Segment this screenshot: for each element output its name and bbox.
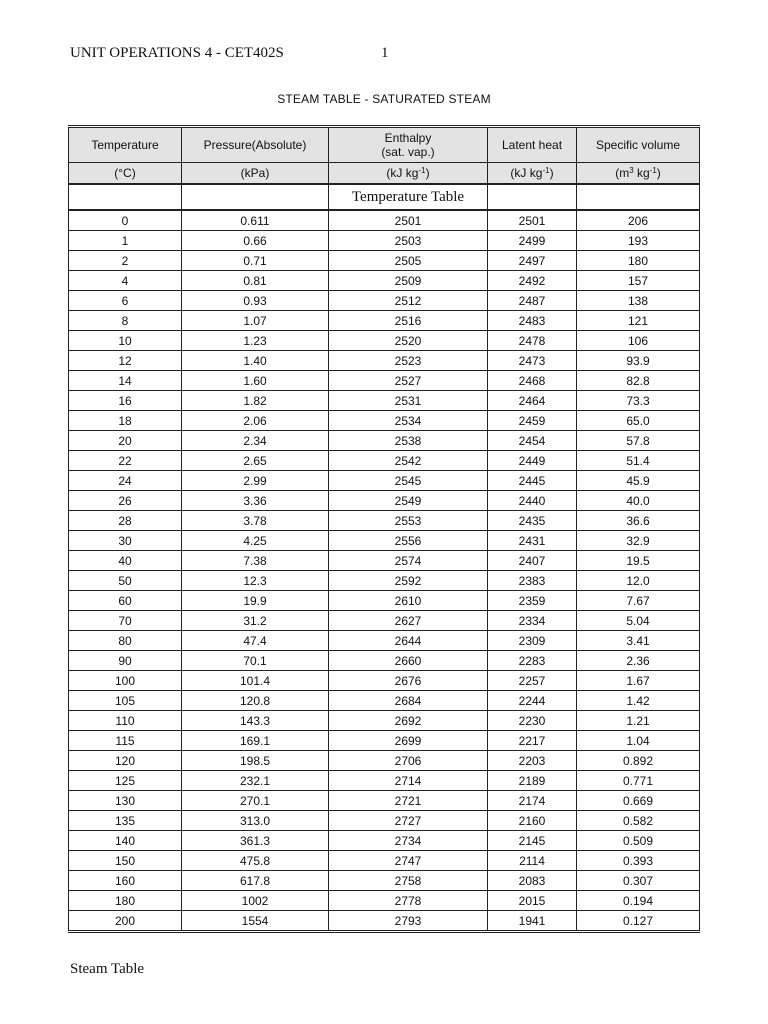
cell-pressure: 198.5 (182, 751, 329, 771)
table-row (69, 811, 700, 831)
cell-specific-volume: 138 (577, 291, 700, 311)
cell-latent-heat: 2440 (488, 491, 577, 511)
cell-specific-volume: 32.9 (577, 531, 700, 551)
cell-specific-volume: 19.5 (577, 551, 700, 571)
table-row (69, 731, 700, 751)
cell-enthalpy: 2512 (329, 291, 488, 311)
cell-temperature: 40 (69, 551, 182, 571)
table-row (69, 591, 700, 611)
cell-enthalpy: 2793 (329, 911, 488, 932)
cell-enthalpy: 2503 (329, 231, 488, 251)
cell-specific-volume: 45.9 (577, 471, 700, 491)
steam-table (68, 125, 700, 933)
cell-temperature: 60 (69, 591, 182, 611)
cell-specific-volume: 180 (577, 251, 700, 271)
cell-temperature: 1 (69, 231, 182, 251)
cell-enthalpy: 2553 (329, 511, 488, 531)
cell-enthalpy: 2706 (329, 751, 488, 771)
cell-temperature: 24 (69, 471, 182, 491)
table-row (69, 551, 700, 571)
cell-temperature: 22 (69, 451, 182, 471)
cell-enthalpy: 2714 (329, 771, 488, 791)
cell-specific-volume: 0.892 (577, 751, 700, 771)
cell-specific-volume: 106 (577, 331, 700, 351)
column-header-latent-heat: Latent heat (488, 127, 577, 163)
cell-temperature: 180 (69, 891, 182, 911)
cell-latent-heat: 2497 (488, 251, 577, 271)
cell-temperature: 2 (69, 251, 182, 271)
cell-latent-heat: 2309 (488, 631, 577, 651)
cell-specific-volume: 5.04 (577, 611, 700, 631)
cell-pressure: 143.3 (182, 711, 329, 731)
units-row (69, 163, 700, 185)
table-row (69, 391, 700, 411)
cell-temperature: 8 (69, 311, 182, 331)
cell-specific-volume: 36.6 (577, 511, 700, 531)
cell-specific-volume: 40.0 (577, 491, 700, 511)
table-row (69, 691, 700, 711)
cell-enthalpy: 2727 (329, 811, 488, 831)
cell-latent-heat: 2359 (488, 591, 577, 611)
cell-enthalpy: 2534 (329, 411, 488, 431)
cell-temperature: 26 (69, 491, 182, 511)
unit-specific-volume: ($m^3$ $kg^{-1}$) (577, 163, 700, 185)
cell-enthalpy: 2692 (329, 711, 488, 731)
cell-pressure: 232.1 (182, 771, 329, 791)
cell-temperature: 50 (69, 571, 182, 591)
cell-pressure: 2.65 (182, 451, 329, 471)
cell-temperature: 100 (69, 671, 182, 691)
cell-latent-heat: 2487 (488, 291, 577, 311)
table-row (69, 831, 700, 851)
cell-latent-heat: 2478 (488, 331, 577, 351)
cell-pressure: 1.82 (182, 391, 329, 411)
cell-latent-heat: 2468 (488, 371, 577, 391)
table-row (69, 711, 700, 731)
cell-temperature: 30 (69, 531, 182, 551)
cell-pressure: 7.38 (182, 551, 329, 571)
cell-latent-heat: 2459 (488, 411, 577, 431)
cell-enthalpy: 2531 (329, 391, 488, 411)
table-row (69, 671, 700, 691)
cell-specific-volume: 206 (577, 210, 700, 231)
table-row (69, 531, 700, 551)
cell-temperature: 16 (69, 391, 182, 411)
cell-enthalpy: 2538 (329, 431, 488, 451)
cell-enthalpy: 2721 (329, 791, 488, 811)
cell-specific-volume: 0.393 (577, 851, 700, 871)
cell-pressure: 101.4 (182, 671, 329, 691)
cell-specific-volume: 65.0 (577, 411, 700, 431)
cell-enthalpy: 2520 (329, 331, 488, 351)
cell-pressure: 19.9 (182, 591, 329, 611)
cell-specific-volume: 73.3 (577, 391, 700, 411)
cell-pressure: 1.40 (182, 351, 329, 371)
cell-latent-heat: 2435 (488, 511, 577, 531)
cell-latent-heat: 2501 (488, 210, 577, 231)
cell-temperature: 200 (69, 911, 182, 932)
cell-temperature: 0 (69, 210, 182, 231)
cell-pressure: 3.78 (182, 511, 329, 531)
table-row (69, 611, 700, 631)
cell-specific-volume: 1.67 (577, 671, 700, 691)
cell-pressure: 0.66 (182, 231, 329, 251)
table-row (69, 791, 700, 811)
cell-latent-heat: 2445 (488, 471, 577, 491)
cell-specific-volume: 3.41 (577, 631, 700, 651)
cell-pressure: 169.1 (182, 731, 329, 751)
unit-latent-heat: (kJ $kg^{-1}$) (488, 163, 577, 185)
cell-temperature: 28 (69, 511, 182, 531)
cell-temperature: 120 (69, 751, 182, 771)
cell-temperature: 125 (69, 771, 182, 791)
table-row (69, 411, 700, 431)
cell-latent-heat: 2431 (488, 531, 577, 551)
cell-enthalpy: 2627 (329, 611, 488, 631)
cell-enthalpy: 2758 (329, 871, 488, 891)
table-row (69, 451, 700, 471)
cell-pressure: 1554 (182, 911, 329, 932)
table-row (69, 891, 700, 911)
cell-pressure: 2.06 (182, 411, 329, 431)
table-row (69, 291, 700, 311)
cell-enthalpy: 2549 (329, 491, 488, 511)
cell-latent-heat: 2283 (488, 651, 577, 671)
cell-enthalpy: 2509 (329, 271, 488, 291)
cell-pressure: 31.2 (182, 611, 329, 631)
cell-temperature: 80 (69, 631, 182, 651)
cell-enthalpy: 2542 (329, 451, 488, 471)
cell-latent-heat: 2114 (488, 851, 577, 871)
cell-temperature: 6 (69, 291, 182, 311)
cell-temperature: 140 (69, 831, 182, 851)
cell-latent-heat: 2454 (488, 431, 577, 451)
cell-temperature: 14 (69, 371, 182, 391)
cell-enthalpy: 2747 (329, 851, 488, 871)
cell-pressure: 4.25 (182, 531, 329, 551)
cell-latent-heat: 2244 (488, 691, 577, 711)
table-row (69, 351, 700, 371)
column-header-enthalpy: Enthalpy (sat. vap.) (329, 127, 488, 163)
table-row (69, 311, 700, 331)
cell-specific-volume: 2.36 (577, 651, 700, 671)
cell-latent-heat: 2383 (488, 571, 577, 591)
table-row (69, 511, 700, 531)
unit-pressure: (kPa) (182, 163, 329, 185)
table-row (69, 491, 700, 511)
cell-enthalpy: 2574 (329, 551, 488, 571)
document-header: UNIT OPERATIONS 4 - CET402S (70, 45, 284, 61)
cell-temperature: 12 (69, 351, 182, 371)
table-row (69, 431, 700, 451)
cell-temperature: 115 (69, 731, 182, 751)
cell-latent-heat: 2174 (488, 791, 577, 811)
cell-pressure: 270.1 (182, 791, 329, 811)
cell-enthalpy: 2592 (329, 571, 488, 591)
cell-enthalpy: 2734 (329, 831, 488, 851)
cell-pressure: 12.3 (182, 571, 329, 591)
cell-temperature: 130 (69, 791, 182, 811)
cell-enthalpy: 2676 (329, 671, 488, 691)
cell-pressure: 2.34 (182, 431, 329, 451)
cell-enthalpy: 2556 (329, 531, 488, 551)
cell-latent-heat: 2492 (488, 271, 577, 291)
table-body (69, 210, 700, 932)
cell-specific-volume: 0.509 (577, 831, 700, 851)
cell-latent-heat: 2257 (488, 671, 577, 691)
cell-latent-heat: 2483 (488, 311, 577, 331)
column-header-row (69, 127, 700, 163)
table-row (69, 251, 700, 271)
cell-temperature: 10 (69, 331, 182, 351)
cell-enthalpy: 2684 (329, 691, 488, 711)
cell-enthalpy: 2527 (329, 371, 488, 391)
cell-pressure: 617.8 (182, 871, 329, 891)
column-header-pressure: Pressure(Absolute) (182, 127, 329, 163)
cell-specific-volume: 0.307 (577, 871, 700, 891)
cell-temperature: 70 (69, 611, 182, 631)
cell-specific-volume: 157 (577, 271, 700, 291)
cell-specific-volume: 1.04 (577, 731, 700, 751)
cell-temperature: 135 (69, 811, 182, 831)
cell-pressure: 313.0 (182, 811, 329, 831)
cell-enthalpy: 2778 (329, 891, 488, 911)
cell-pressure: 1.60 (182, 371, 329, 391)
table-row (69, 571, 700, 591)
cell-latent-heat: 2334 (488, 611, 577, 631)
section-label: Temperature Table (329, 184, 488, 210)
cell-enthalpy: 2516 (329, 311, 488, 331)
cell-latent-heat: 2189 (488, 771, 577, 791)
cell-latent-heat: 2015 (488, 891, 577, 911)
cell-pressure: 120.8 (182, 691, 329, 711)
cell-pressure: 1002 (182, 891, 329, 911)
table-row (69, 271, 700, 291)
cell-specific-volume: 12.0 (577, 571, 700, 591)
cell-latent-heat: 2217 (488, 731, 577, 751)
cell-pressure: 475.8 (182, 851, 329, 871)
cell-pressure: 47.4 (182, 631, 329, 651)
cell-pressure: 0.93 (182, 291, 329, 311)
table-row (69, 851, 700, 871)
cell-latent-heat: 2230 (488, 711, 577, 731)
cell-enthalpy: 2505 (329, 251, 488, 271)
cell-enthalpy: 2699 (329, 731, 488, 751)
cell-specific-volume: 93.9 (577, 351, 700, 371)
cell-latent-heat: 2473 (488, 351, 577, 371)
cell-specific-volume: 0.582 (577, 811, 700, 831)
cell-latent-heat: 2203 (488, 751, 577, 771)
cell-pressure: 1.07 (182, 311, 329, 331)
document-footer: Steam Table (70, 961, 145, 977)
cell-specific-volume: 0.669 (577, 791, 700, 811)
cell-specific-volume: 0.771 (577, 771, 700, 791)
cell-pressure: 0.71 (182, 251, 329, 271)
unit-temperature: (°C) (69, 163, 182, 185)
section-row (69, 184, 700, 210)
cell-enthalpy: 2644 (329, 631, 488, 651)
table-row (69, 331, 700, 351)
table-row (69, 231, 700, 251)
table-title: STEAM TABLE - SATURATED STEAM (277, 92, 491, 106)
cell-pressure: 361.3 (182, 831, 329, 851)
table-row (69, 371, 700, 391)
page-number: 1 (381, 45, 389, 61)
cell-specific-volume: 7.67 (577, 591, 700, 611)
table-row (69, 771, 700, 791)
cell-latent-heat: 2145 (488, 831, 577, 851)
cell-temperature: 150 (69, 851, 182, 871)
cell-enthalpy: 2660 (329, 651, 488, 671)
column-header-specific-volume: Specific volume (577, 127, 700, 163)
table-row (69, 210, 700, 231)
cell-latent-heat: 2160 (488, 811, 577, 831)
cell-specific-volume: 1.42 (577, 691, 700, 711)
table-row (69, 651, 700, 671)
cell-temperature: 4 (69, 271, 182, 291)
cell-pressure: 0.81 (182, 271, 329, 291)
cell-specific-volume: 1.21 (577, 711, 700, 731)
cell-temperature: 105 (69, 691, 182, 711)
cell-temperature: 110 (69, 711, 182, 731)
cell-pressure: 1.23 (182, 331, 329, 351)
cell-specific-volume: 57.8 (577, 431, 700, 451)
cell-latent-heat: 2083 (488, 871, 577, 891)
cell-specific-volume: 121 (577, 311, 700, 331)
cell-specific-volume: 193 (577, 231, 700, 251)
table-row (69, 751, 700, 771)
cell-specific-volume: 0.194 (577, 891, 700, 911)
cell-pressure: 3.36 (182, 491, 329, 511)
table-row (69, 471, 700, 491)
cell-latent-heat: 2449 (488, 451, 577, 471)
cell-temperature: 160 (69, 871, 182, 891)
cell-latent-heat: 1941 (488, 911, 577, 932)
cell-temperature: 18 (69, 411, 182, 431)
cell-temperature: 90 (69, 651, 182, 671)
cell-pressure: 70.1 (182, 651, 329, 671)
cell-enthalpy: 2523 (329, 351, 488, 371)
cell-latent-heat: 2464 (488, 391, 577, 411)
cell-specific-volume: 0.127 (577, 911, 700, 932)
cell-enthalpy: 2545 (329, 471, 488, 491)
table-row (69, 871, 700, 891)
cell-enthalpy: 2501 (329, 210, 488, 231)
cell-enthalpy: 2610 (329, 591, 488, 611)
cell-latent-heat: 2499 (488, 231, 577, 251)
column-header-temperature: Temperature (69, 127, 182, 163)
cell-specific-volume: 51.4 (577, 451, 700, 471)
cell-specific-volume: 82.8 (577, 371, 700, 391)
table-row (69, 911, 700, 932)
unit-enthalpy: (kJ $kg^{-1}$) (329, 163, 488, 185)
cell-pressure: 0.611 (182, 210, 329, 231)
table-row (69, 631, 700, 651)
cell-pressure: 2.99 (182, 471, 329, 491)
cell-latent-heat: 2407 (488, 551, 577, 571)
cell-temperature: 20 (69, 431, 182, 451)
